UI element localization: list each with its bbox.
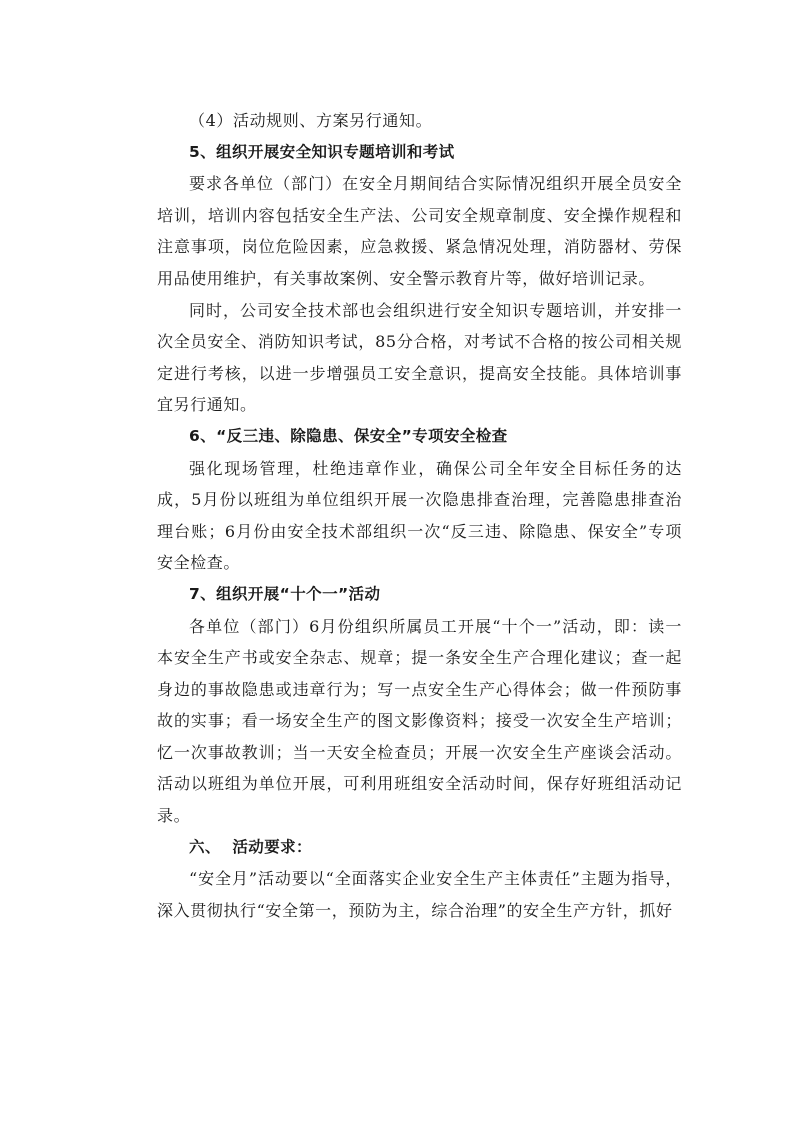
- section-six-heading: 六、 活动要求：: [189, 837, 312, 856]
- section-6-paragraph-1: 强化现场管理，杜绝违章作业，确保公司全年安全目标任务的达成，5月份以班组为单位组织开展一次隐患排查治理，完善隐患排查治理台账；6月份由安全技术部组织一次“反三违、除隐患、保安全”专项安全检查。: [157, 458, 682, 573]
- section-six-paragraph-1: “安全月”活动要以“全面落实企业安全生产主体责任”主题为指导，深入贯彻执行“安全第一，预防为主，综合治理”的安全生产方针，抓好: [157, 869, 682, 920]
- section-7-paragraph-1: 各单位（部门）6月份组织所属员工开展“十个一”活动，即：读一本安全生产书或安全杂志、规章；提一条安全生产合理化建议；查一起身边的事故隐患或违章行为；写一点安全生产心得体会；做一件预防事故的实事；看一场安全生产的图文影像资料；接受一次安全生产培训；忆一次事故教训；当一天安全检查员；开展一次安全生产座谈会活动。活动以班组为单位开展，可利用班组安全活动时间，保存好班组活动记录。: [157, 616, 682, 826]
- section-5-paragraph-1: 要求各单位（部门）在安全月期间结合实际情况组织开展全员安全培训，培训内容包括安全生产法、公司安全规章制度、安全操作规程和注意事项，岗位危险因素，应急救援、紧急情况处理，消防器材、劳保用品使用维护，有关事故案例、安全警示教育片等，做好培训记录。: [157, 174, 682, 288]
- item-4-text: （4）活动规则、方案另行通知。: [189, 111, 433, 130]
- section-7-heading: 7、组织开展“十个一”活动: [189, 584, 381, 603]
- section-5-paragraph-2: 同时，公司安全技术部也会组织进行安全知识专题培训，并安排一次全员安全、消防知识考试，85分合格，对考试不合格的按公司相关规定进行考核，以进一步增强员工安全意识，提高安全技能。具体培训事宜另行通知。: [157, 300, 682, 415]
- document-body: [157, 105, 682, 926]
- section-6-heading: 6、“反三违、除隐患、保安全”专项安全检查: [189, 426, 508, 445]
- section-5-heading: 5、组织开展安全知识专题培训和考试: [189, 142, 455, 161]
